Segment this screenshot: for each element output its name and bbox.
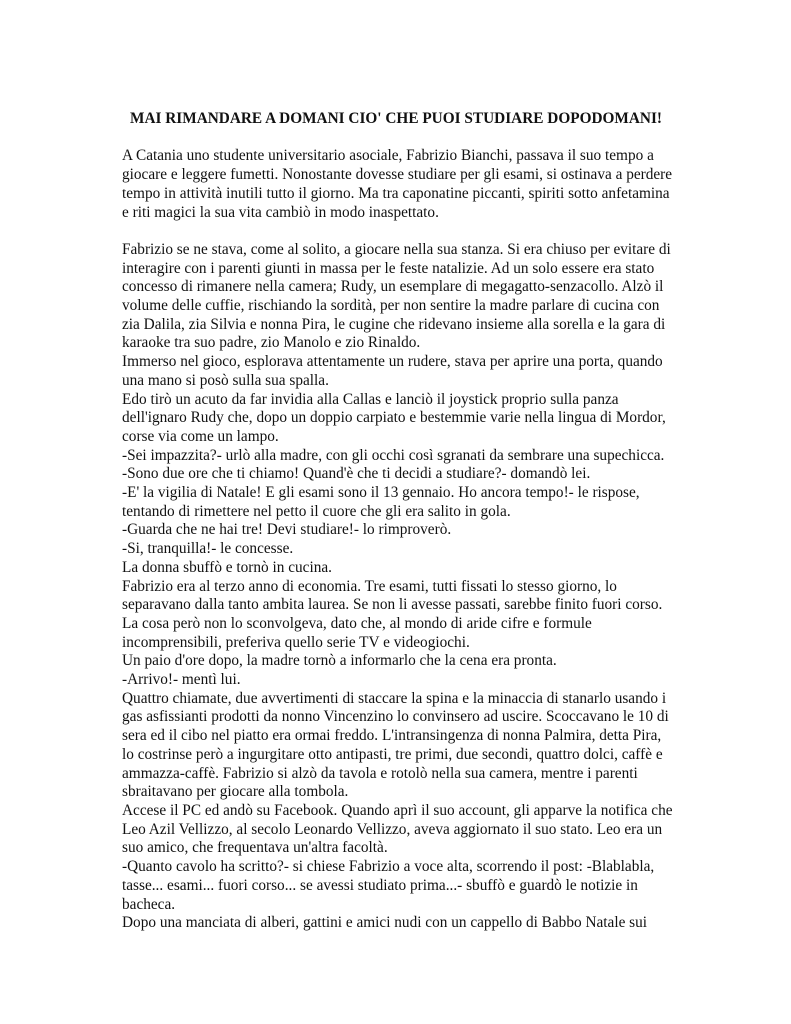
text-line: separavano dalla tanto ambita laurea. Se non li avesse passati, sarebbe finito fuori corso. (122, 596, 663, 614)
text-line: incomprensibili, preferiva quello serie TV e videogiochi. (122, 633, 470, 651)
text-line: -Quanto cavolo ha scritto?- si chiese Fabrizio a voce alta, scorrendo il post: -Blablabla, (122, 858, 655, 876)
text-line: bacheca. (122, 895, 176, 913)
text-line: sera ed il cibo nel piatto era ormai freddo. L'intransingenza di nonna Palmira, detta Pira, (122, 727, 662, 745)
text-line: tentando di rimettere nel petto il cuore che gli era salito in gola. (122, 502, 511, 520)
document-title: MAI RIMANDARE A DOMANI CIO' CHE PUOI STUDIARE DOPODOMANI! (130, 110, 662, 127)
text-line: interagire con i parenti giunti in massa per le feste natalizie. Ad un solo essere era stato (122, 259, 655, 277)
text-line: Accese il PC ed andò su Facebook. Quando aprì il suo account, gli apparve la notifica che (122, 801, 673, 819)
spacer (122, 129, 670, 148)
text-line: giocare e leggere fumetti. Nonostante dovesse studiare per gli esami, si ostinava a perdere (122, 166, 673, 184)
spacer (122, 222, 670, 241)
paragraph-story (122, 240, 673, 933)
text-line: Immerso nel gioco, esplorava attentamente un rudere, stava per aprire una porta, quando (122, 353, 663, 371)
text-line: zia Dalila, zia Silvia e nonna Pira, le cugine che ridevano insieme alla sorella e la gara di (122, 315, 666, 333)
text-line: Leo Azil Vellizzo, al secolo Leonardo Vellizzo, aveva aggiornato il suo stato. Leo era un (122, 820, 663, 838)
text-line: corse via come un lampo. (122, 427, 279, 445)
text-line: e riti magici la sua vita cambiò in modo inaspettato. (122, 203, 439, 221)
text-line: tasse... esami... fuori corso... se avessi studiato prima...- sbuffò e guardò le notizie in (122, 876, 638, 894)
text-line: gas asfissianti prodotti da nonno Vincenzino lo convinsero ad uscire. Scoccavano le 10 di (122, 708, 669, 726)
text-line: karaoke tra suo padre, zio Manolo e zio Rinaldo. (122, 334, 421, 352)
text-line: Quattro chiamate, due avvertimenti di staccare la spina e la minaccia di stanarlo usando i (122, 689, 667, 707)
text-line: -Sono due ore che ti chiamo! Quand'è che ti decidi a studiare?- domandò lei. (122, 465, 591, 483)
text-line: A Catania uno studente universitario asociale, Fabrizio Bianchi, passava il suo tempo a (122, 147, 654, 165)
text-line: -Sei impazzita?- urlò alla madre, con gli occhi così sgranati da sembrare una supechicca. (122, 446, 665, 464)
text-line: tempo in attività inutili tutto il giorno. Ma tra caponatine piccanti, spiriti sotto anfetamina (122, 184, 670, 202)
text-line: ammazza-caffè. Fabrizio si alzò da tavola e rotolò nella sua camera, mentre i parenti (122, 764, 638, 782)
text-line: -E' la vigilia di Natale! E gli esami sono il 13 gennaio. Ho ancora tempo!- le rispose, (122, 484, 640, 502)
document-body (122, 110, 673, 933)
text-line: La cosa però non lo sconvolgeva, dato che, al mondo di aride cifre e formule (122, 614, 592, 632)
text-line: -Guarda che ne hai tre! Devi studiare!- lo rimproverò. (122, 521, 452, 539)
text-line: volume delle cuffie, rischiando la sordità, per non sentire la madre parlare di cucina con (122, 297, 660, 314)
text-line: Fabrizio se ne stava, come al solito, a giocare nella sua stanza. Si era chiuso per evitare di (122, 240, 671, 258)
text-line: sbraitavano per giocare alla tombola. (122, 783, 349, 801)
text-line: suo amico, che frequentava un'altra facoltà. (122, 839, 388, 857)
text-line: Fabrizio era al terzo anno di economia. Tre esami, tutti fissati lo stesso giorno, lo (122, 577, 617, 595)
text-line: Dopo una manciata di alberi, gattini e amici nudi con un cappello di Babbo Natale sui (122, 914, 648, 932)
text-line: una mano si posò sulla sua spalla. (122, 371, 329, 389)
text-line: La donna sbuffò e tornò in cucina. (122, 558, 332, 576)
text-line: Edo tirò un acuto da far invidia alla Callas e lanciò il joystick proprio sulla panza (122, 390, 619, 408)
text-line: Un paio d'ore dopo, la madre tornò a informarlo che la cena era pronta. (122, 652, 557, 670)
text-line: dell'ignaro Rudy che, dopo un doppio carpiato e bestemmie varie nella lingua di Mordor, (122, 409, 666, 427)
text-line: concesso di rimanere nella camera; Rudy, un esemplare di megagatto-senzacollo. Alzò il (122, 278, 664, 296)
text-line: -Si, tranquilla!- le concesse. (122, 540, 294, 558)
paragraph-intro (122, 147, 673, 222)
text-line: -Arrivo!- mentì lui. (122, 671, 241, 689)
text-line: lo costrinse però a ingurgitare otto antipasti, tre primi, due secondi, quattro dolci, caffè e (122, 745, 663, 763)
